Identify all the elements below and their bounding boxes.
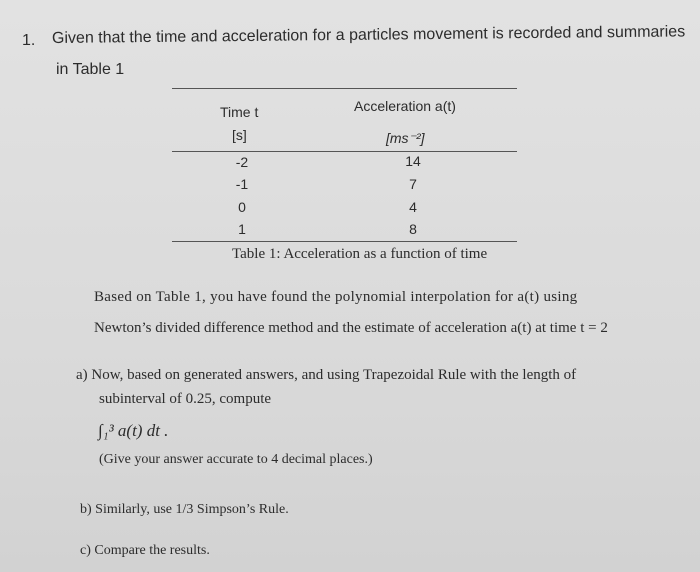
paragraph-line2: Newton’s divided difference method and the estimate of acceleration a(t) at time t = 2 xyxy=(94,320,608,336)
question-number: 1. xyxy=(22,32,36,49)
table-cell-time: 0 xyxy=(238,199,246,215)
table-caption: Table 1: Acceleration as a function of time xyxy=(232,246,488,262)
table-cell-acceleration: 14 xyxy=(405,153,421,169)
part-a-note: (Give your answer accurate to 4 decimal places.) xyxy=(99,452,373,467)
table-header-time: Time t xyxy=(220,104,259,120)
table-cell-acceleration: 4 xyxy=(409,199,417,215)
table-cell-acceleration: 7 xyxy=(409,176,417,192)
integral-expression: ∫₁³ a(t) dt . xyxy=(98,421,169,440)
table-cell-time: -2 xyxy=(235,154,249,170)
question-text-line2: in Table 1 xyxy=(56,61,125,78)
part-c-text: c) Compare the results. xyxy=(80,543,210,558)
question-text-line1: Given that the time and acceleration for a particles movement is recorded and summaries xyxy=(51,23,686,47)
table-unit-acceleration: [ms⁻²] xyxy=(386,130,425,146)
table-header-rule xyxy=(172,151,517,152)
table-cell-time: 1 xyxy=(238,221,246,237)
part-a-line1: a) Now, based on generated answers, and using Trapezoidal Rule with the length of xyxy=(76,367,577,383)
part-a-line2: subinterval of 0.25, compute xyxy=(99,391,272,407)
table-bottom-rule xyxy=(172,241,517,242)
part-b-text: b) Similarly, use 1/3 Simpson’s Rule. xyxy=(80,502,289,517)
paragraph-line1: Based on Table 1, you have found the polynomial interpolation for a(t) using xyxy=(94,289,578,305)
table-cell-acceleration: 8 xyxy=(409,221,417,237)
table-unit-seconds: [s] xyxy=(232,127,247,143)
table-cell-time: -1 xyxy=(235,176,249,192)
table-header-acceleration: Acceleration a(t) xyxy=(354,98,456,114)
table-top-rule xyxy=(172,88,517,89)
